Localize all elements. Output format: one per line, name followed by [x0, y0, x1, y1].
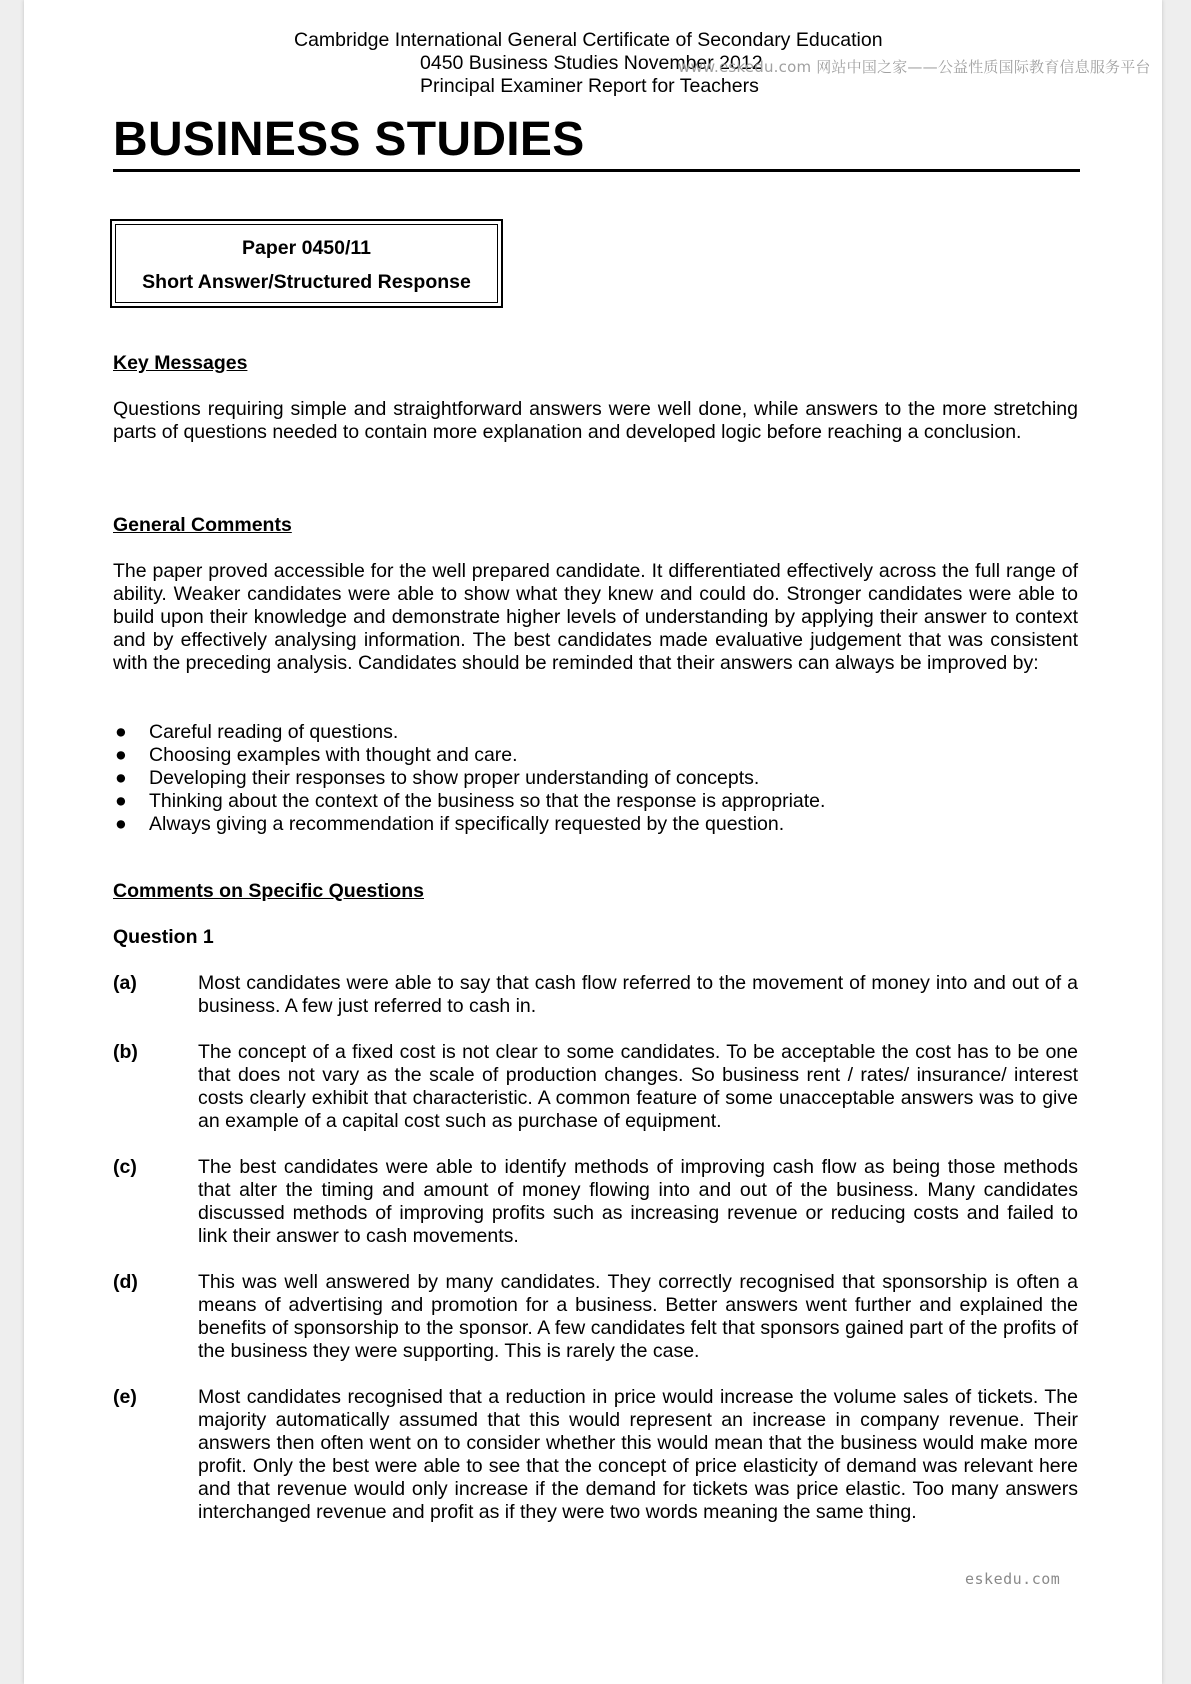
- page-title: BUSINESS STUDIES: [113, 113, 585, 166]
- list-item: ● Careful reading of questions.: [115, 721, 399, 743]
- paper-box: [110, 219, 503, 308]
- list-item: ● Choosing examples with thought and care.: [115, 744, 518, 766]
- header-line-3: Principal Examiner Report for Teachers: [420, 75, 759, 97]
- question-1b: [113, 1041, 1078, 1133]
- key-messages-heading: Key Messages: [113, 352, 248, 374]
- list-item: ● Thinking about the context of the business so that the response is appropriate.: [115, 790, 826, 812]
- question-1-label: Question 1: [113, 926, 214, 948]
- footer-watermark: eskedu.com: [965, 1570, 1061, 1588]
- bullet-icon: ●: [115, 790, 127, 812]
- item-text: The best candidates were able to identify methods of improving cash flow as being those methods that alter the timing and amount of money flowing into and out of the business. Many candidates discussed methods of improving profits such as increasing revenue or reducing costs and failed to link their answer to cash movements.: [198, 1156, 1078, 1247]
- bullet-icon: ●: [115, 813, 127, 835]
- question-1a: [113, 972, 1078, 1018]
- question-1e: [113, 1386, 1078, 1524]
- key-messages-text: Questions requiring simple and straightforward answers were well done, while answers to the more stretching parts of questions needed to contain more explanation and developed logic before reaching a conclusion.: [113, 398, 1078, 443]
- list-item: ● Always giving a recommendation if specifically requested by the question.: [115, 813, 785, 835]
- item-text: This was well answered by many candidates. They correctly recognised that sponsorship is often a means of advertising and promotion for a business. Better answers went further and explained the benefits of sponsorship to the sponsor. A few candidates felt that sponsors gained part of the profits of the business they were supporting. This is rarely the case.: [198, 1271, 1078, 1362]
- paper-type: Short Answer/Structured Response: [142, 271, 471, 293]
- item-text: The concept of a fixed cost is not clear to some candidates. To be acceptable the cost has to be one that does not vary as the scale of production changes. So business rent / rates/ insurance/ interest costs clearly exhibit that characteristic. A common feature of some unacceptable answers was to give an example of a capital cost such as purchase of equipment.: [198, 1041, 1078, 1132]
- title-divider: [113, 169, 1080, 172]
- header-line-1: Cambridge International General Certificate of Secondary Education: [294, 29, 883, 51]
- item-label: (b): [113, 1041, 138, 1063]
- item-text: Most candidates were able to say that cash flow referred to the movement of money into and out of a business. A few just referred to cash in.: [198, 972, 1078, 1017]
- header-line-2: 0450 Business Studies November 2012: [420, 52, 763, 74]
- bullet-icon: ●: [115, 721, 127, 743]
- specific-comments-heading: Comments on Specific Questions: [113, 880, 424, 902]
- item-label: (e): [113, 1386, 137, 1408]
- item-label: (c): [113, 1156, 137, 1178]
- item-label: (a): [113, 972, 137, 994]
- item-label: (d): [113, 1271, 138, 1293]
- general-comments-heading: General Comments: [113, 514, 292, 536]
- header-watermark: www.eskedu.com 网站中国之家——公益性质国际教育信息服务平台: [678, 58, 1151, 76]
- item-text: Most candidates recognised that a reduction in price would increase the volume sales of tickets. The majority automatically assumed that this would represent an increase in company revenue. Their answers then often went on to consider whether this would mean that the business would make more profit. Only the best were able to see that the concept of price elasticity of demand was relevant here and that revenue would only increase if the demand for tickets was price elastic. Too many answers interchanged revenue and profit as if they were two words meaning the same thing.: [198, 1386, 1078, 1523]
- paper-box-inner: [115, 224, 498, 303]
- question-1d: [113, 1271, 1078, 1363]
- general-comments-text: The paper proved accessible for the well prepared candidate. It differentiated effectively across the full range of ability. Weaker candidates were able to show what they knew and could do. Stronger candidates were able to build upon their knowledge and demonstrate higher levels of understanding by applying their answer to context and by effectively analysing information. The best candidates made evaluative judgement that was consistent with the preceding analysis. Candidates should be reminded that their answers can always be improved by:: [113, 560, 1078, 674]
- bullet-icon: ●: [115, 767, 127, 789]
- bullet-icon: ●: [115, 744, 127, 766]
- question-1c: [113, 1156, 1078, 1248]
- paper-number: Paper 0450/11: [241, 237, 372, 259]
- list-item: ● Developing their responses to show proper understanding of concepts.: [115, 767, 760, 789]
- improvement-list: [113, 721, 1078, 836]
